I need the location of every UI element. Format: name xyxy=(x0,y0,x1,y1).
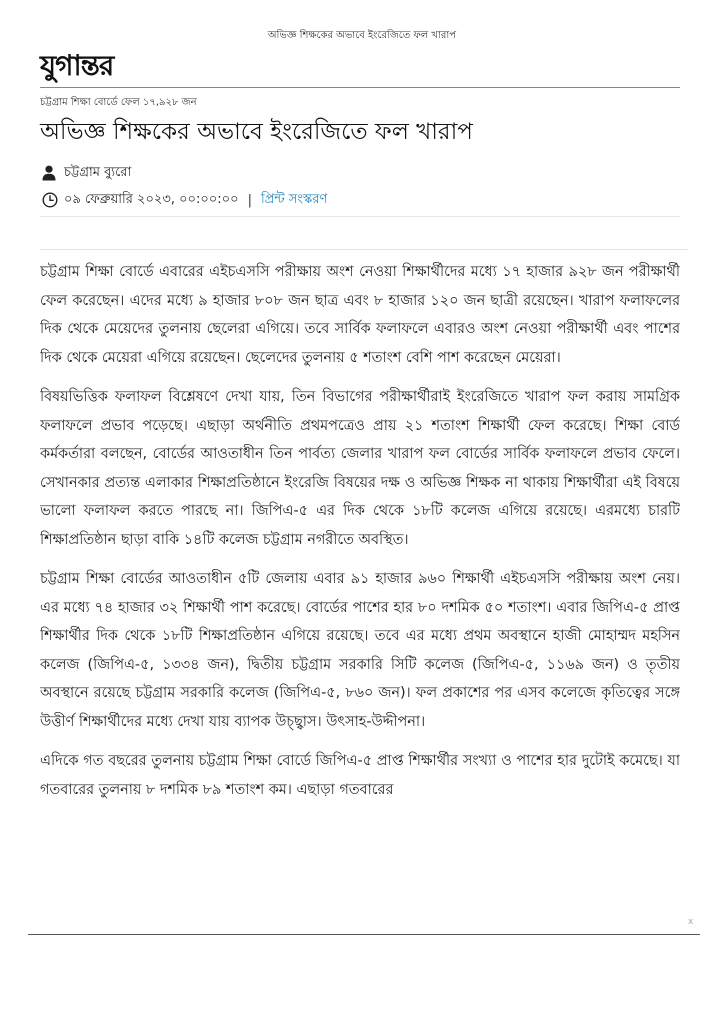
logo-text: যুগান্তর xyxy=(40,49,114,82)
user-icon xyxy=(42,165,56,181)
masthead xyxy=(40,50,680,88)
dateline xyxy=(42,189,327,211)
close-icon[interactable]: x xyxy=(688,917,694,927)
page-top-title: অভিজ্ঞ শিক্ষকের অভাবে ইংরেজিতে ফল খারাপ xyxy=(267,30,457,41)
footer-divider xyxy=(28,934,700,935)
article-paragraph: চট্টগ্রাম শিক্ষা বোর্ডে এবারের এইচএসসি পরীক্ষায় অংশ নেওয়া শিক্ষার্থীদের মধ্যে ১৭ হাজার ৯২৮ জন পরীক্ষার্থী ফেল করেছেন। এদের মধ্যে ৯ হাজার ৮০৮ জন ছাত্র এবং ৮ হাজার ১২০ জন ছাত্রী রয়েছেন। খারাপ ফলাফলের দিক থেকে মেয়েদের তুলনায় ছেলেরা এগিয়ে। তবে সার্বিক ফলাফলে এবারও অংশ নেওয়া পরীক্ষার্থী এবং পাশের দিক থেকে মেয়েরা এগিয়ে রয়েছেন। ছেলেদের তুলনায় ৫ শতাংশ বেশি পাশ করেছেন মেয়েরা। xyxy=(40,264,680,366)
article-headline: অভিজ্ঞ শিক্ষকের অভাবে ইংরেজিতে ফল খারাপ xyxy=(40,119,473,145)
article-paragraph: এদিকে গত বছরের তুলনায় চট্টগ্রাম শিক্ষা বোর্ডে জিপিএ-৫ প্রাপ্ত শিক্ষার্থীর সংখ্যা ও পাশের হার দুটোই কমেছে। যা গতবারের তুলনায় ৮ দশমিক ৮৯ শতাংশ কম। এছাড়া গতবারের xyxy=(40,753,680,798)
author-name: চট্টগ্রাম ব্যুরো xyxy=(64,164,132,180)
header-divider xyxy=(40,216,680,217)
print-edition-link[interactable]: প্রিন্ট সংস্করণ xyxy=(260,191,328,207)
article-body xyxy=(40,258,680,926)
date-separator: | xyxy=(247,192,252,208)
content-divider xyxy=(40,249,688,250)
article-paragraph: বিষয়ভিত্তিক ফলাফল বিশ্লেষণে দেখা যায়, তিন বিভাগের পরীক্ষার্থীরাই ইংরেজিতে খারাপ ফল করায় সামগ্রিক ফলাফলে প্রভাব পড়েছে। এছাড়া অর্থনীতি প্রথমপত্রেও প্রায় ২১ শতাংশ শিক্ষার্থী ফেল করেছে। শিক্ষা বোর্ড কর্মকর্তারা বলছেন, বোর্ডের আওতাধীন তিন পার্বত্য জেলার খারাপ ফল বোর্ডের সার্বিক ফলাফলে প্রভাব ফেলে। সেখানকার প্রত্যন্ত এলাকার শিক্ষাপ্রতিষ্ঠানে ইংরেজি বিষয়ের দক্ষ ও অভিজ্ঞ শিক্ষক না থাকায় শিক্ষার্থীরা এই বিষয়ে ভালো ফলাফল করতে পারছে না। জিপিএ-৫ এর দিক থেকে ১৮টি কলেজ এগিয়ে রয়েছে। এরমধ্যে চারটি শিক্ষাপ্রতিষ্ঠান ছাড়া বাকি ১৪টি কলেজ চট্টগ্রাম নগরীতে অবস্থিত। xyxy=(40,389,680,548)
byline xyxy=(42,163,131,183)
clock-icon xyxy=(42,192,58,208)
article-shoulder: চট্টগ্রাম শিক্ষা বোর্ডে ফেল ১৭,৯২৮ জন xyxy=(40,97,197,108)
publish-date: ০৯ ফেব্রুয়ারি ২০২৩, ০০:০০:০০ xyxy=(64,191,239,207)
article-paragraph: চট্টগ্রাম শিক্ষা বোর্ডের আওতাধীন ৫টি জেলায় এবার ৯১ হাজার ৯৬০ শিক্ষার্থী এইচএসসি পরীক্ষায় অংশ নেয়। এর মধ্যে ৭৪ হাজার ৩২ শিক্ষার্থী পাশ করেছে। বোর্ডের পাশের হার ৮০ দশমিক ৫০ শতাংশ। এবার জিপিএ-৫ প্রাপ্ত শিক্ষার্থীর দিক থেকে ১৮টি শিক্ষাপ্রতিষ্ঠান এগিয়ে রয়েছে। তবে এর মধ্যে প্রথম অবস্থানে হাজী মোহাম্মদ মহসিন কলেজ (জিপিএ-৫, ১৩৩৪ জন), দ্বিতীয় চট্টগ্রাম সরকারি সিটি কলেজ (জিপিএ-৫, ১১৬৯ জন) ও তৃতীয় অবস্থানে রয়েছে চট্টগ্রাম সরকারি কলেজ (জিপিএ-৫, ৮৬০ জন)। ফল প্রকাশের পর এসব কলেজে কৃতিত্বের সঙ্গে উত্তীর্ণ শিক্ষার্থীদের মধ্যে দেখা যায় ব্যাপক উচ্ছ্বাস। উৎসাহ-উদ্দীপনা। xyxy=(40,571,680,730)
